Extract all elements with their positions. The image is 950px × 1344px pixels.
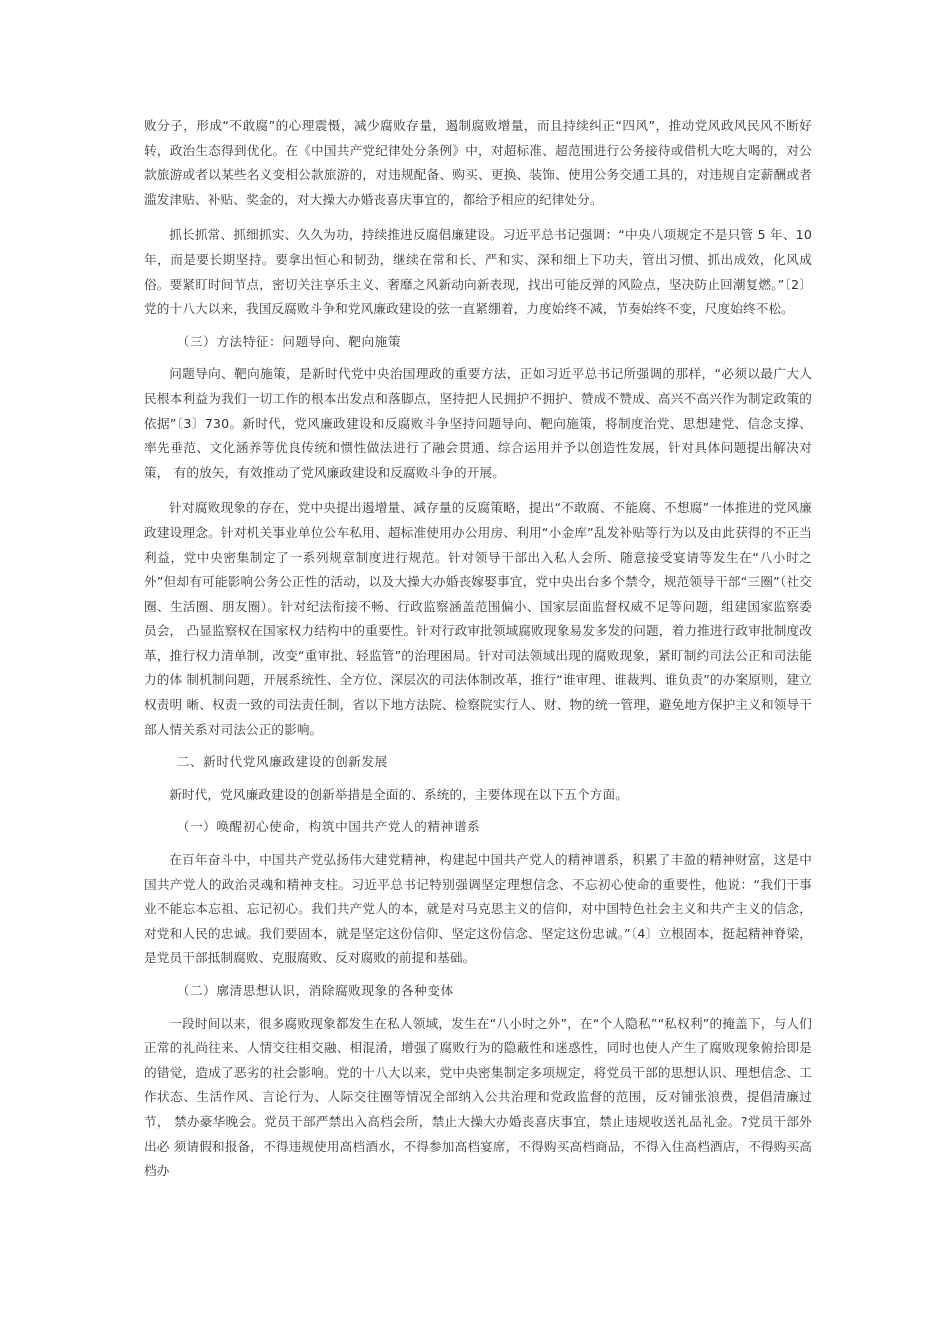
paragraph-3: 问题导向、靶向施策，是新时代党中央治国理政的重要方法，正如习近平总书记所强调的那样，“必须以最广大人民根本利益为我们一切工作的根本出发点和落脚点，坚持把人民拥护不拥护、赞成不赞成、高兴不高兴作为制定政策的依据”〔3〕730。新时代，党风廉政建设和反腐败斗争坚持问题导向、靶向施策，将制度治党、思想建党、信念支撑、 率先垂范、文化涵养等优良传统和惯性做法进行了融会贯通、综合运用并予以创造性发展，针对具体问题提出解决对策， 有的放矢，有效推动了党风廉政建设和反腐败斗争的开展。 (144, 366, 812, 480)
section-heading-thinking: （二）廓清思想认识，消除腐败现象的各种变体 (176, 983, 454, 998)
paragraph-1: 败分子，形成“不敢腐”的心理震慑，减少腐败存量，遏制腐败增量，而且持续纠正“四风”，推动党风政风民风不断好转，政治生态得到优化。在《中国共产党纪律处分条例》中，对超标准、超范围进行公务接待或借机大吃大喝的，对公款旅游或者以某些名义变相公款旅游的，对违规配备、购买、更换、装饰、使用公务交通工具的，对违规自定薪酬或者滥发津贴、补贴、奖金的，对大操大办婚丧喜庆事宜的，都给予相应的纪律处分。 (144, 118, 812, 207)
paragraph-5: 新时代，党风廉政建设的创新举措是全面的、系统的，主要体现在以下五个方面。 (169, 786, 628, 802)
section-heading-method: （三）方法特征：问题导向、靶向施策 (176, 333, 402, 349)
paragraph-2: 抓长抓常、抓细抓实、久久为功，持续推进反腐倡廉建设。习近平总书记强调：“中央八项规定不是只管 5 年、10 年，而是要长期坚持。要拿出恒心和韧劲，继续在常和长、严和实、深和细上下功夫，管出习惯、抓出成效，化风成俗。要紧盯时间节点，密切关注享乐主义、奢靡之风新动向新表现，找出可能反弹的风险点，坚决防止回潮复燃。”〔2〕党的十八大以来，我国反腐败斗争和党风廉政建设的弦一直紧绷着，力度始终不减，节奏始终不变，尺度始终不松。 (144, 227, 812, 317)
paragraph-6: 在百年奋斗中，中国共产党弘扬伟大建党精神，构建起中国共产党人的精神谱系，积累了丰盈的精神财富，这是中国共产党人的政治灵魂和精神支柱。习近平总书记特别强调坚定理想信念、不忘初心使命的重要性，他说：“我们干事业不能忘本忘祖、忘记初心。我们共产党人的本，就是对马克思主义的信仰，对中国特色社会主义和共产主义的信念， 对党和人民的忠诚。我们要固本，就是坚定这份信仰、坚定这份信念、坚定这份忠诚。”〔4〕立根固本，挺起精神脊梁，是党员干部抵制腐败、克服腐败、反对腐败的前提和基础。 (144, 852, 812, 966)
section-heading-mission: （一）唤醒初心使命，构筑中国共产党人的精神谱系 (176, 819, 481, 835)
section-heading-innovation: 二、新时代党风廉政建设的创新发展 (176, 754, 388, 770)
document-page (144, 114, 812, 1184)
paragraph-4: 针对腐败现象的存在，党中央提出遏增量、减存量的反腐策略，提出“不敢腐、不能腐、不想腐”一体推进的党风廉政建设理念。针对机关事业单位公车私用、超标准使用办公用房、利用“小金库”乱发补贴等行为以及由此获得的不正当 利益，党中央密集制定了一系列规章制度进行规范。针对领导干部出入私人会所、随意接受宴请等发生在“八小时之外”但却有可能影响公务公正性的活动，以及大操大办婚丧嫁娶事宜，党中央出台多个禁令，规范领导干部“三圈”（社交圈、生活圈、朋友圈）。针对纪法衔接不畅、行政监察涵盖范围偏小、国家层面监督权威不足等问题，组建国家监察委员会， 凸显监察权在国家权力结构中的重要性。针对行政审批领域腐败现象易发多发的问题，着力推进行政审批制度改革，推行权力清单制，改变“重审批、轻监管”的治理困局。针对司法领域出现的腐败现象，紧盯制约司法公正和司法能力的体 制机制问题，开展系统性、全方位、深层次的司法体制改革，推行“谁审理、谁裁判、谁负责”的办案原则，建立权责明 晰、权责一致的司法责任制，省以下地方法院、检察院实行人、财、物的统一管理，避免地方保护主义和领导干部人情关系对司法公正的影响。 (144, 500, 812, 737)
paragraph-7: 一段时间以来，很多腐败现象都发生在私人领域，发生在“八小时之外”，在“个人隐私”“私权利”的掩盖下，与人们 正常的礼尚往来、人情交往相交融、相混淆，增强了腐败行为的隐蔽性和迷惑性，同时也使人产生了腐败现象俯拾即是的错觉，造成了恶劣的社会影响。党的十八大以来，党中央密集制定多项规定，将党员干部的思想认识、理想信念、工作状态、生活作风、言论行为、人际交往圈等情况全部纳入公共治理和党政监督的范围，反对铺张浪费，提倡清廉过节， 禁办豪华晚会。党员干部严禁出入高档会所，禁止大操大办婚丧喜庆事宜，禁止违规收送礼品礼金。?党员干部外出必 须请假和报备，不得违规使用高档酒水，不得参加高档宴席，不得购买高档商品，不得入住高档酒店，不得购买高档办 (144, 1015, 812, 1179)
